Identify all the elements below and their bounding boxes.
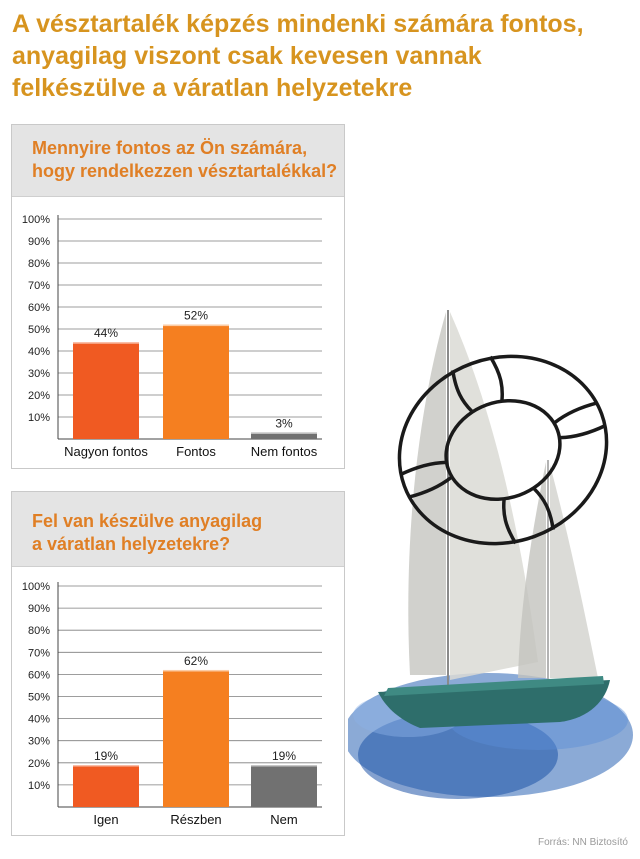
headline: A vésztartalék képzés mindenki számára fontos, anyagilag viszont csak kevesen vannak felkészülve a váratlan helyzetekre [12, 10, 584, 102]
sailboat-icon [378, 310, 610, 728]
y-tick-label: 60% [27, 669, 50, 682]
data-label: 44% [93, 326, 119, 341]
y-tick-label: 40% [27, 713, 50, 726]
category-label: Nem [270, 812, 298, 827]
panel-title-line1: Fel van készülve anyagilag [32, 511, 263, 531]
category-label: Nem fontos [250, 444, 318, 459]
panel-title-line2: hogy rendelkezzen vésztartalékkal? [32, 161, 338, 181]
chart-panel-importance [11, 124, 345, 469]
bar [73, 765, 139, 807]
y-tick-label: 40% [27, 346, 50, 358]
y-tick-label: 90% [27, 236, 50, 248]
bar-highlight [251, 432, 317, 434]
y-tick-label: 10% [27, 779, 50, 792]
y-tick-label: 30% [27, 735, 50, 748]
data-label: 62% [183, 653, 209, 668]
y-tick-label: 90% [27, 603, 50, 616]
category-label: Igen [93, 812, 119, 827]
y-tick-label: 20% [27, 390, 50, 402]
y-tick-label: 50% [27, 324, 50, 336]
category-label: Fontos [176, 444, 216, 459]
panel-title-line2: a váratlan helyzetekre? [32, 534, 231, 554]
chart-panel-preparedness [11, 491, 345, 836]
y-tick-label: 100% [21, 581, 50, 593]
data-label: 19% [271, 749, 297, 764]
data-label: 52% [183, 308, 209, 323]
y-tick-label: 70% [27, 280, 50, 292]
category-label: Részben [170, 812, 222, 827]
importance-bar-chart [12, 197, 344, 469]
bar [251, 765, 317, 807]
category-label: Nagyon fontos [64, 444, 148, 459]
bar-highlight [163, 670, 229, 672]
bar-highlight [251, 765, 317, 767]
y-tick-label: 80% [27, 258, 50, 270]
y-tick-label: 60% [27, 302, 50, 314]
bar-highlight [163, 325, 229, 327]
bar-highlight [73, 765, 139, 767]
y-tick-label: 10% [27, 412, 50, 424]
data-label: 3% [275, 416, 293, 431]
y-tick-label: 30% [27, 368, 50, 380]
sailboat-lifebuoy-illustration [348, 290, 638, 820]
bar [163, 670, 229, 807]
bar-highlight [73, 342, 139, 344]
panel-title-line1: Mennyire fontos az Ön számára, [32, 138, 308, 158]
y-tick-label: 80% [27, 625, 50, 638]
preparedness-bar-chart [12, 567, 344, 835]
source-note: Forrás: NN Biztosító [537, 837, 628, 848]
y-tick-label: 70% [27, 647, 50, 660]
panel-header [12, 492, 344, 567]
bar [73, 342, 139, 439]
panel-header [12, 125, 344, 197]
data-label: 19% [93, 749, 119, 764]
bar [163, 325, 229, 439]
y-tick-label: 50% [27, 691, 50, 704]
y-tick-label: 20% [27, 757, 50, 770]
y-tick-label: 100% [21, 214, 50, 226]
